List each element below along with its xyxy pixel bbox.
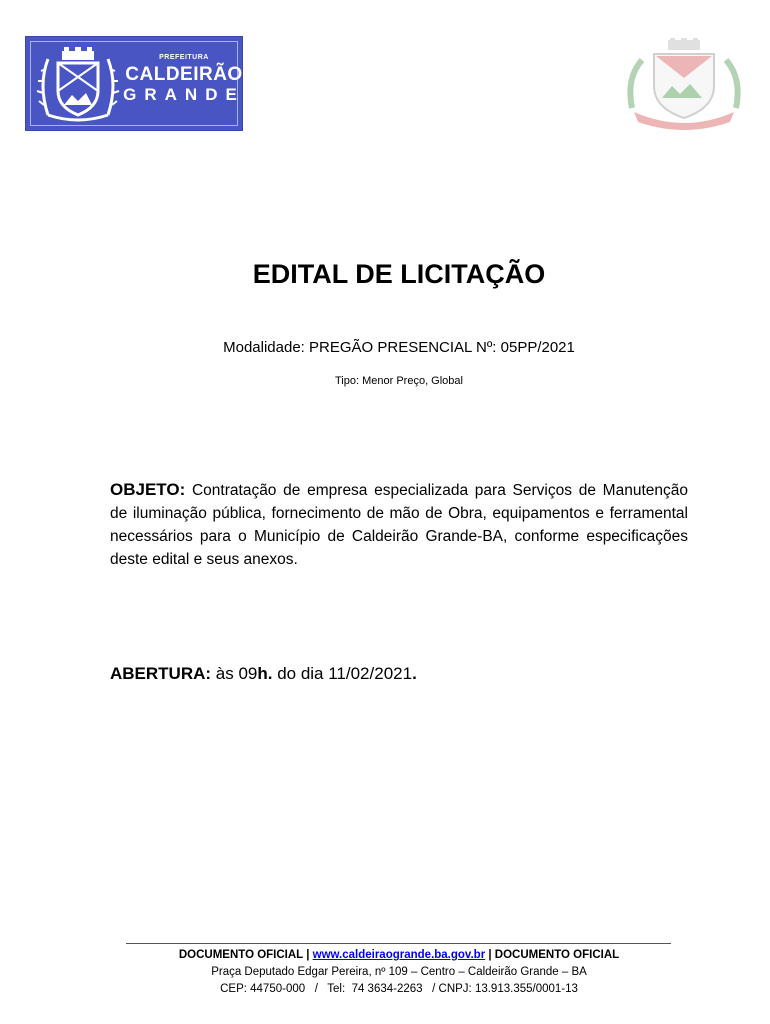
objeto-label: OBJETO:: [110, 480, 186, 499]
logo-city-line1: CALDEIRÃO: [125, 64, 243, 85]
abertura-time: às 09: [211, 664, 258, 683]
abertura-period: .: [412, 664, 417, 683]
logo-prefix: PREFEITURA: [159, 54, 209, 61]
abertura-date: do dia 11/02/2021: [272, 664, 413, 683]
prefeitura-logo: [25, 36, 243, 131]
objeto-text: Contratação de empresa especializada para Serviços de Manutenção de iluminação pública, fornecimento de mão de Obra, equipamentos e ferramental necessários para o Município de Caldeirão Grande-BA, conforme especificações deste edital e seus anexos.: [110, 482, 688, 568]
crest-icon: [34, 45, 122, 123]
logo-city-line2: GRANDE: [123, 85, 245, 104]
footer-address: Praça Deputado Edgar Pereira, nº 109 – Centro – Caldeirão Grande – BA: [211, 966, 587, 978]
tipo-text: Tipo: Menor Preço, Global: [335, 375, 463, 387]
abertura-line: [110, 664, 670, 684]
footer-divider: [126, 943, 671, 944]
abertura-hour-suffix: h.: [257, 664, 273, 683]
coat-of-arms-icon: [624, 38, 744, 130]
document-title: EDITAL DE LICITAÇÃO: [252, 259, 546, 289]
footer: [0, 947, 770, 998]
abertura-label: ABERTURA:: [110, 664, 212, 683]
footer-website-link[interactable]: www.caldeiraogrande.ba.gov.br: [312, 949, 486, 961]
footer-contacts: CEP: 44750-000 / Tel: 74 3634-2263 / CNPJ: 13.913.355/0001-13: [220, 983, 578, 995]
footer-label-left: DOCUMENTO OFICIAL |: [178, 949, 310, 961]
footer-official-line: [0, 947, 770, 964]
objeto-paragraph: [110, 478, 688, 571]
modalidade-text: Modalidade: PREGÃO PRESENCIAL Nº: 05PP/2021: [223, 339, 575, 356]
footer-label-right: | DOCUMENTO OFICIAL: [488, 949, 620, 961]
